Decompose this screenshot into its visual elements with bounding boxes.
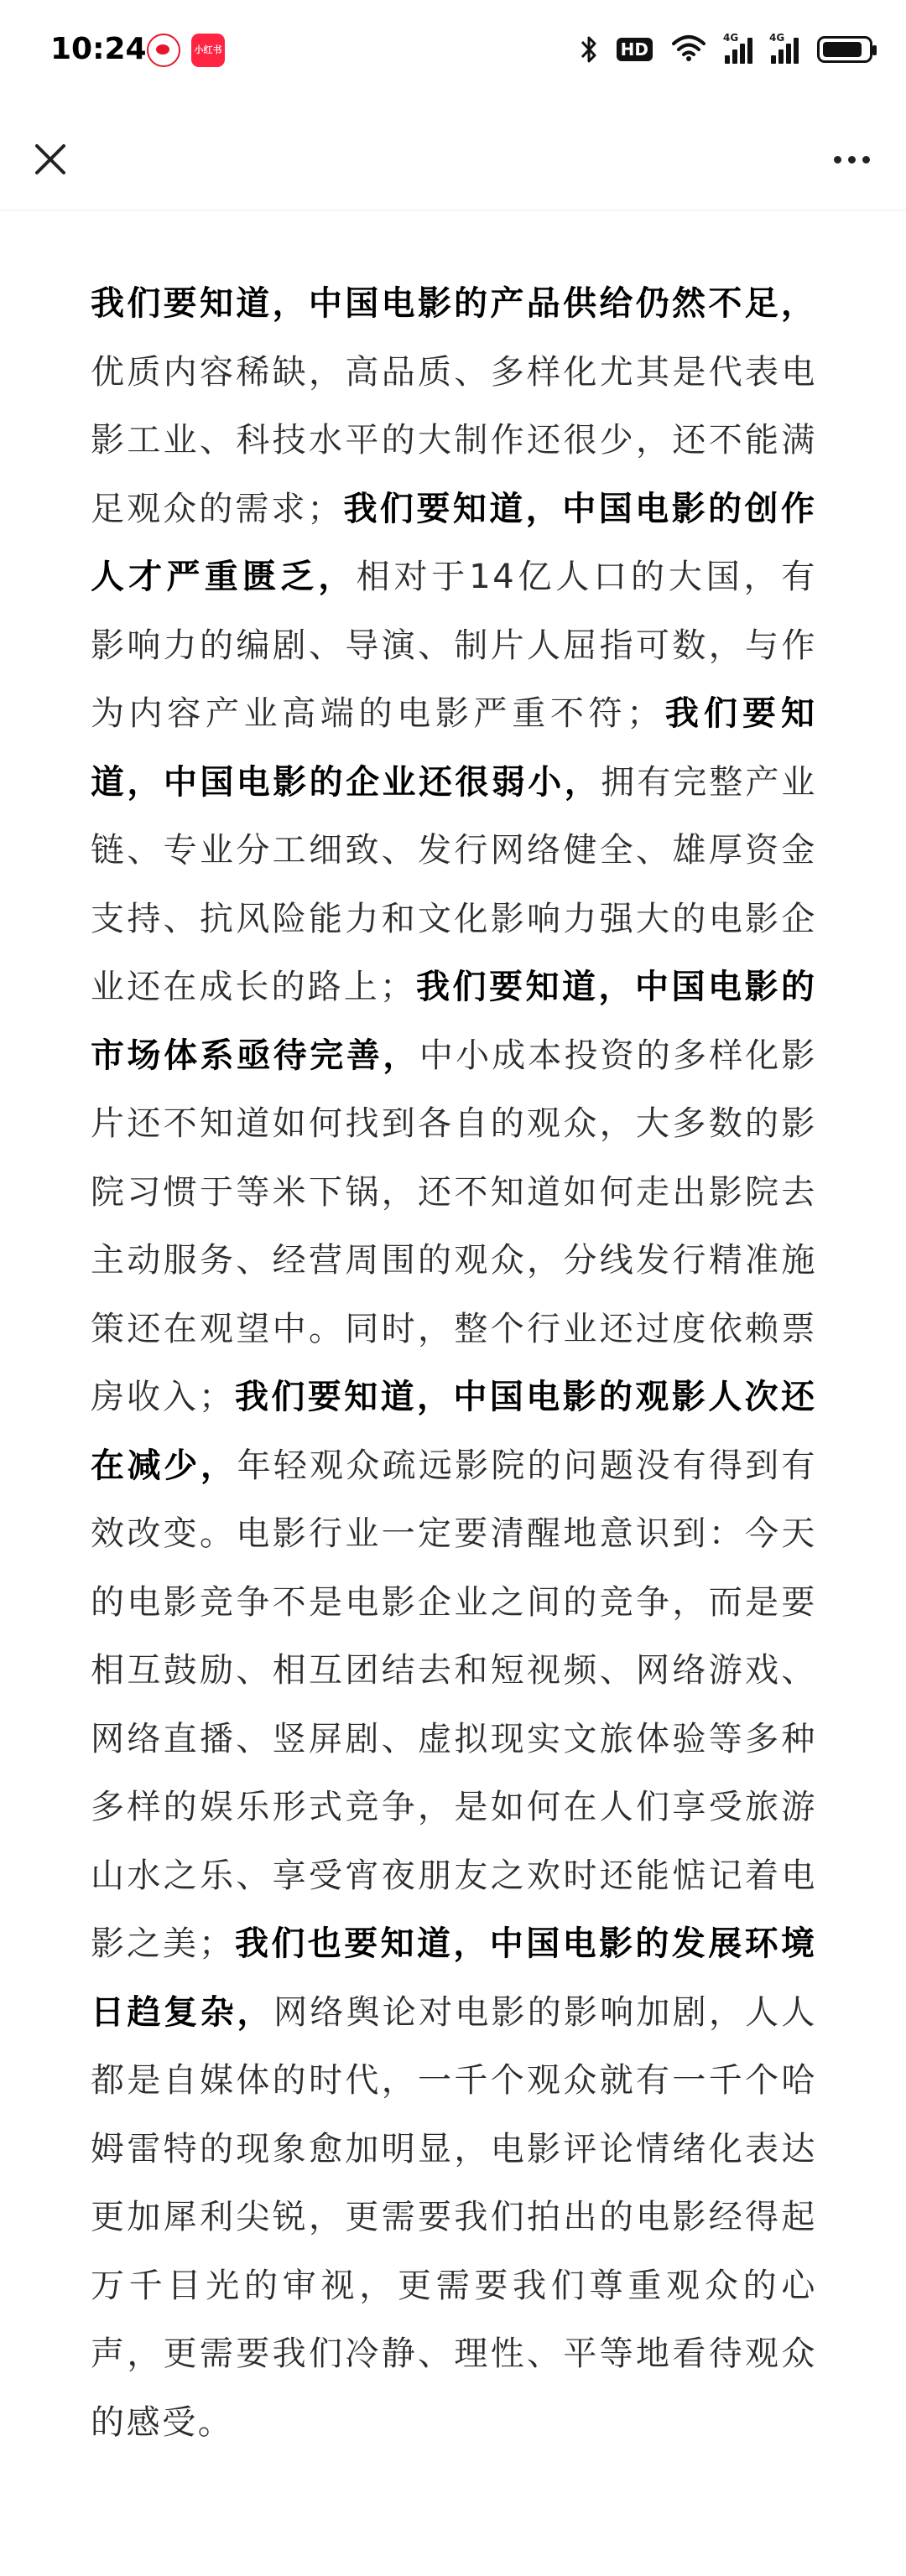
close-icon[interactable] xyxy=(25,134,76,184)
weibo-icon xyxy=(147,34,180,67)
article-text: 年轻观众疏远影院的问题没有得到有效改变。电影行业一定要清醒地意识到：今天的电影竞争不是电影企业之间的竞争，而是要相互鼓励、相互团结去和短视频、网络游戏、网络直播、竖屏剧、虚拟现实文旅体验等多种多样的娱乐形式竞争，是如何在人们享受旅游山水之乐、享受宵夜朋友之欢时还能惦记着电影之美； xyxy=(91,1446,817,1963)
more-icon[interactable] xyxy=(822,134,881,184)
top-nav-bar xyxy=(0,109,906,210)
article-emphasis-text: 我们要知道，中国电影的产品供给仍然不足， xyxy=(91,284,817,323)
article-emphasis-text: 我们要知道，中国电影的市场体系亟待完善， xyxy=(91,968,818,1075)
status-time: 10:24 xyxy=(50,32,147,66)
article-text: 相对于14亿人口的大国，有影响力的编剧、导演、制片人屈指可数，与作为内容产业高端的电影严重不符； xyxy=(91,558,817,733)
article-text: 优质内容稀缺，高品质、多样化尤其是代表电影工业、科技水平的大制作还很少，还不能满足观众的需求； xyxy=(91,352,817,528)
article-emphasis-text: 我们要知道，中国电影的观影人次还在减少， xyxy=(91,1378,818,1485)
bluetooth-icon xyxy=(580,34,598,65)
status-bar xyxy=(0,0,906,109)
cellular-signal-icon-2: 4G xyxy=(771,35,799,64)
wifi-icon xyxy=(671,34,706,65)
xiaohongshu-icon: 小红书 xyxy=(191,34,225,67)
cellular-signal-icon-1: 4G xyxy=(725,35,752,64)
hd-voice-icon: HD xyxy=(617,38,653,61)
article-emphasis-text: 我们要知道，中国电影的企业还很弱小， xyxy=(91,694,818,802)
article-emphasis-text: 我们要知道，中国电影的创作人才严重匮乏， xyxy=(91,489,818,596)
article-text: 网络舆论对电影的影响加剧，人人都是自媒体的时代，一千个观众就有一千个哈姆雷特的现象愈加明显，电影评论情绪化表达更加犀利尖锐，更需要我们拍出的电影经得起万千目光的审视，更需要我们尊重观众的心声，更需要我们冷静、理性、平等地看待观众的感受。 xyxy=(91,1992,818,2442)
battery-icon xyxy=(817,36,872,63)
article-text: 拥有完整产业链、专业分工细致、发行网络健全、雄厚资金支持、抗风险能力和文化影响力强大的电影企业还在成长的路上； xyxy=(91,762,817,1006)
system-icons xyxy=(580,29,872,70)
article-text: 中小成本投资的多样化影片还不知道如何找到各自的观众，大多数的影院习惯于等米下锅，还不知道如何走出影院去主动服务、经营周围的观众，分线发行精准施策还在观望中。同时，整个行业还过度依赖票房收入； xyxy=(91,1036,817,1416)
article-emphasis-text: 我们也要知道，中国电影的发展环境日趋复杂， xyxy=(91,1924,818,2032)
article-body xyxy=(91,270,817,2457)
